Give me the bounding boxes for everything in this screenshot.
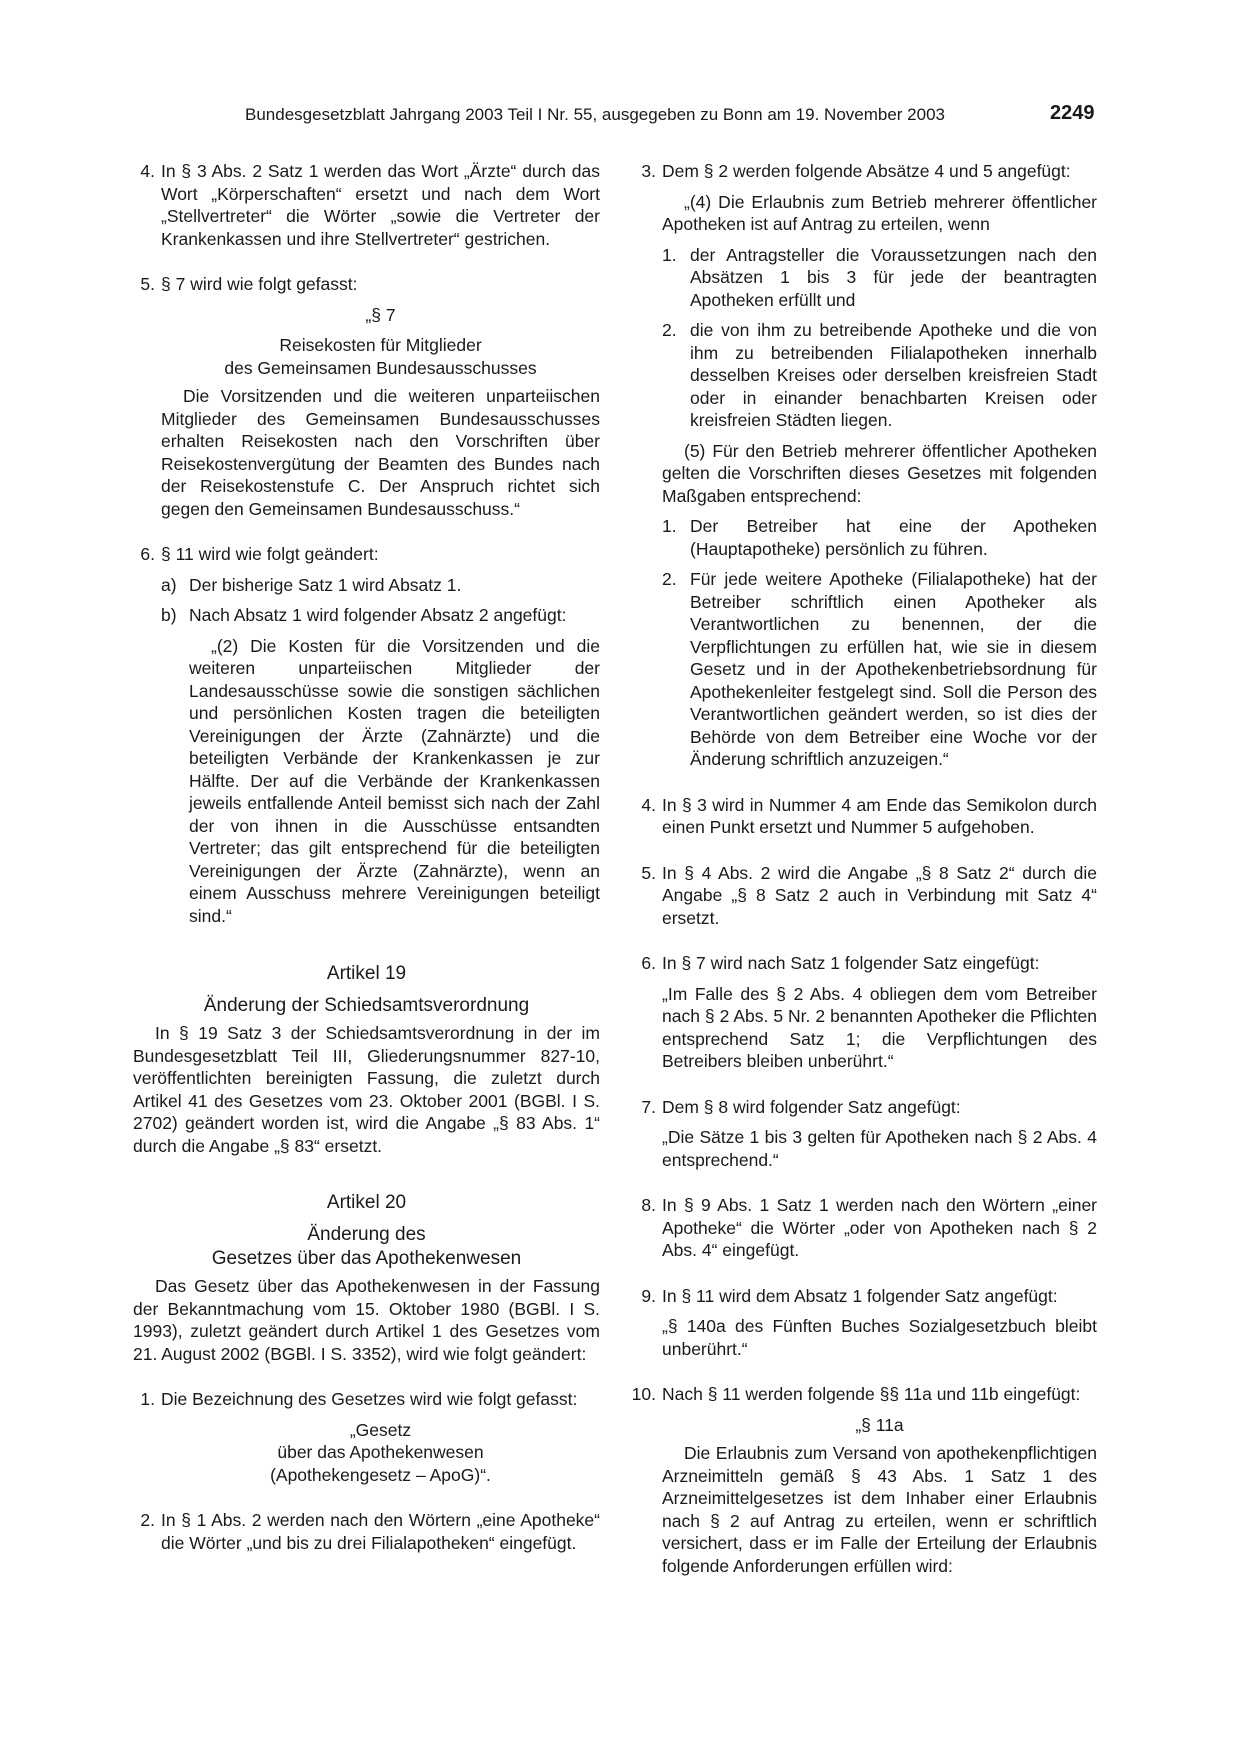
sub-number: 2. [662, 569, 677, 589]
section-body: Die Vorsitzenden und die weiteren unparteiischen Mitglieder des Gemeinsamen Bundesausschusses erhalten Reisekosten nach den Vorschriften über Reisekostenvergütung der Beamten des Bundes nach der Reisekostenstufe C. Der Anspruch richtet sich gegen den Gemeinsamen Bundesausschuss.“ [161, 386, 600, 519]
item-number: 4. [140, 161, 155, 181]
left-column [133, 160, 600, 1554]
quoted-title-line2: über das Apothekenwesen [277, 1442, 484, 1462]
sub-item-letter: b) [161, 605, 177, 625]
list-item-6 [133, 543, 600, 927]
item-text: In § 4 Abs. 2 wird die Angabe „§ 8 Satz 2“ durch die Angabe „§ 8 Satz 2 auch in Verbindung mit Satz 4“ ersetzt. [662, 862, 1097, 928]
item-text: In § 11 wird dem Absatz 1 folgender Satz angefügt: [662, 1285, 1058, 1306]
list-item-4 [133, 160, 600, 250]
list-item-r8 [634, 1194, 1097, 1262]
item-text: § 11 wird wie folgt geändert: [161, 544, 379, 564]
numbered-sub-1 [662, 244, 1097, 312]
item-number: 2. [140, 1510, 155, 1530]
item-text: § 7 wird wie folgt gefasst: [161, 274, 358, 294]
item-number: 1. [140, 1389, 155, 1409]
sub-number: 1. [662, 244, 677, 265]
sub-number: 1. [662, 516, 677, 536]
section-title-line2: des Gemeinsamen Bundesausschusses [224, 357, 537, 378]
item-number: 4. [641, 794, 656, 815]
sub-item-a [161, 574, 600, 597]
right-column [631, 160, 1097, 1577]
item-number: 8. [641, 1195, 656, 1215]
item-text: Dem § 2 werden folgende Absätze 4 und 5 angefügt: [662, 161, 1071, 181]
sub-item-letter: a) [161, 574, 177, 595]
list-item-r6 [634, 952, 1097, 1073]
list-item-r9 [634, 1285, 1097, 1361]
section-body: Die Erlaubnis zum Versand von apothekenpflichtigen Arzneimitteln gemäß § 43 Abs. 1 Satz 1 des Arzneimittelgesetzes ist dem Inhaber einer Erlaubnis nach § 2 auf Antrag zu erteilen, wenn er schriftlich versichert, dass er im Falle der Erteilung der Erlaubnis folgende Anforderungen erfüllen wird: [662, 1443, 1097, 1576]
list-item-a2 [133, 1509, 600, 1554]
numbered-sub-m2 [662, 568, 1097, 771]
quoted-title-line1: „Gesetz [349, 1419, 412, 1440]
running-header: Bundesgesetzblatt Jahrgang 2003 Teil I Nr. 55, ausgegeben zu Bonn am 19. November 2003 [245, 105, 945, 124]
article-20-title: Artikel 20 [326, 1192, 407, 1213]
quoted-sentence: „§ 140a des Fünften Buches Sozialgesetzbuch bleibt unberührt.“ [662, 1316, 1097, 1359]
sub-item-text: Der bisherige Satz 1 wird Absatz 1. [189, 574, 462, 595]
item-number: 3. [641, 161, 656, 181]
numbered-sub-m1 [662, 515, 1097, 560]
item-number: 5. [641, 862, 656, 883]
item-text: In § 3 wird in Nummer 4 am Ende das Semikolon durch einen Punkt ersetzt und Nummer 5 aufgehoben. [662, 794, 1097, 837]
item-number: 6. [641, 953, 656, 973]
quoted-paragraph-4: „(4) Die Erlaubnis zum Betrieb mehrerer öffentlicher Apotheken ist auf Antrag zu erteilen, wenn [662, 191, 1097, 234]
numbered-sub-2 [662, 319, 1097, 432]
article-19-title: Artikel 19 [326, 963, 407, 984]
item-number: 10. [631, 1384, 656, 1404]
list-item-r10 [631, 1383, 1097, 1577]
sub-text: die von ihm zu betreibende Apotheke und die von ihm zu betreibenden Filialapotheken innerhalb desselben Kreises oder derselben kreisfreien Stadt oder in einander benachbarten Kreisen oder kreisfreien Städten liegen. [690, 320, 1097, 430]
sub-text: der Antragsteller die Voraussetzungen nach den Absätzen 1 bis 3 für jede der beantragten Apotheken erfüllt und [690, 244, 1097, 310]
list-item-5 [133, 273, 600, 520]
article-19-subtitle: Änderung der Schiedsamtsverordnung [203, 995, 530, 1016]
list-item-r7 [634, 1096, 1097, 1172]
article-19-body: In § 19 Satz 3 der Schiedsamtsverordnung in der im Bundesgesetzblatt Teil III, Gliederungsnummer 827-10, veröffentlichten bereinigten Fassung, die zuletzt durch Artikel 41 des Gesetzes vom 23. Oktober 2001 (BGBl. I S. 2702) geändert worden ist, wird die Angabe „§ 83 Abs. 1“ durch die Angabe „§ 83“ ersetzt. [133, 1023, 600, 1156]
item-text: In § 9 Abs. 1 Satz 1 werden nach den Wörtern „einer Apotheke“ die Wörter „oder von Apotheken nach § 2 Abs. 4“ eingefügt. [662, 1195, 1097, 1260]
item-number: 6. [140, 544, 155, 564]
item-text: In § 3 Abs. 2 Satz 1 werden das Wort „Ärzte“ durch das Wort „Körperschaften“ ersetzt und nach dem Wort „Stellvertreter“ die Wörter „sowie die Vertreter der Krankenkassen und ihre Stellvertreter“ gestrichen. [161, 161, 600, 249]
section-number: „§ 11a [855, 1414, 904, 1435]
item-number: 7. [641, 1096, 656, 1117]
item-number: 5. [140, 274, 155, 294]
item-text: In § 7 wird nach Satz 1 folgender Satz eingefügt: [662, 953, 1040, 973]
section-heading [161, 304, 600, 380]
section-title-line1: Reisekosten für Mitglieder [279, 335, 482, 355]
quoted-paragraph-5: (5) Für den Betrieb mehrerer öffentlicher Apotheken gelten die Vorschriften dieses Gesetzes mit folgenden Maßgaben entsprechend: [662, 440, 1097, 506]
quoted-sentence: „Im Falle des § 2 Abs. 4 obliegen dem vom Betreiber nach § 2 Abs. 5 Nr. 2 benannten Apotheker die Pflichten entsprechend Satz 1; die Verpflichtungen des Betreibers bleiben unberührt.“ [662, 983, 1097, 1071]
sub-number: 2. [662, 320, 677, 340]
item-text: Dem § 8 wird folgender Satz angefügt: [662, 1096, 961, 1117]
sub-item-b [161, 604, 600, 927]
item-text: Die Bezeichnung des Gesetzes wird wie folgt gefasst: [161, 1389, 578, 1409]
article-20-subtitle-line1: Änderung des [307, 1224, 426, 1245]
quoted-paragraph: „(2) Die Kosten für die Vorsitzenden und die weiteren unparteiischen Mitglieder der Landesausschüsse sowie die sonstigen sächlichen und persönlichen Kosten tragen die beteiligten Vereinigungen der Ärzte (Zahnärzte) und die beteiligten Verbände der Krankenkassen je zur Hälfte. Der auf die Verbände der Krankenkassen jeweils entfallende Anteil bemisst sich nach der Zahl der von ihnen in die Ausschüsse entsandten Vertreter; das gilt entsprechend für die beteiligten Vereinigungen der Ärzte (Zahnärzte), wenn an einem Ausschuss mehrere Vereinigungen beteiligt sind.“ [189, 635, 600, 926]
list-item-r5 [634, 862, 1097, 930]
quoted-sentence: „Die Sätze 1 bis 3 gelten für Apotheken nach § 2 Abs. 4 entsprechend.“ [662, 1127, 1097, 1170]
section-number: „§ 7 [365, 304, 396, 325]
item-number: 9. [641, 1285, 656, 1306]
item-text: In § 1 Abs. 2 werden nach den Wörtern „eine Apotheke“ die Wörter „und bis zu drei Filialapotheken“ eingefügt. [161, 1510, 600, 1553]
quoted-title [161, 1419, 600, 1487]
sub-text: Der Betreiber hat eine der Apotheken (Hauptapotheke) persönlich zu führen. [690, 516, 1097, 559]
article-20-body: Das Gesetz über das Apothekenwesen in der Fassung der Bekanntmachung vom 15. Oktober 1980 (BGBl. I S. 1993), zuletzt geändert durch Artikel 1 des Gesetzes vom 21. August 2002 (BGBl. I S. 3352), wird wie folgt geändert: [133, 1276, 600, 1364]
list-item-r3 [634, 160, 1097, 771]
sub-item-text: Nach Absatz 1 wird folgender Absatz 2 angefügt: [189, 605, 567, 625]
article-20-subtitle-line2: Gesetzes über das Apothekenwesen [211, 1248, 522, 1269]
page-number: 2249 [1050, 102, 1095, 124]
item-text: Nach § 11 werden folgende §§ 11a und 11b eingefügt: [662, 1384, 1081, 1404]
list-item-r4 [634, 794, 1097, 839]
quoted-title-line3: (Apothekengesetz – ApoG)“. [270, 1464, 491, 1485]
list-item-a1 [133, 1388, 600, 1486]
sub-text: Für jede weitere Apotheke (Filialapotheke) hat der Betreiber schriftlich einen Apotheker als Verantwortlichen zu benennen, der die Verpflichtungen zu erfüllen hat, wie sie in diesem Gesetz und in der Apothekenbetriebsordnung für Apothekenleiter festgelegt sind. Soll die Person des Verantwortlichen geändert werden, so ist dies der Behörde von dem Betreiber eine Woche vor der Änderung schriftlich anzuzeigen.“ [690, 569, 1097, 769]
